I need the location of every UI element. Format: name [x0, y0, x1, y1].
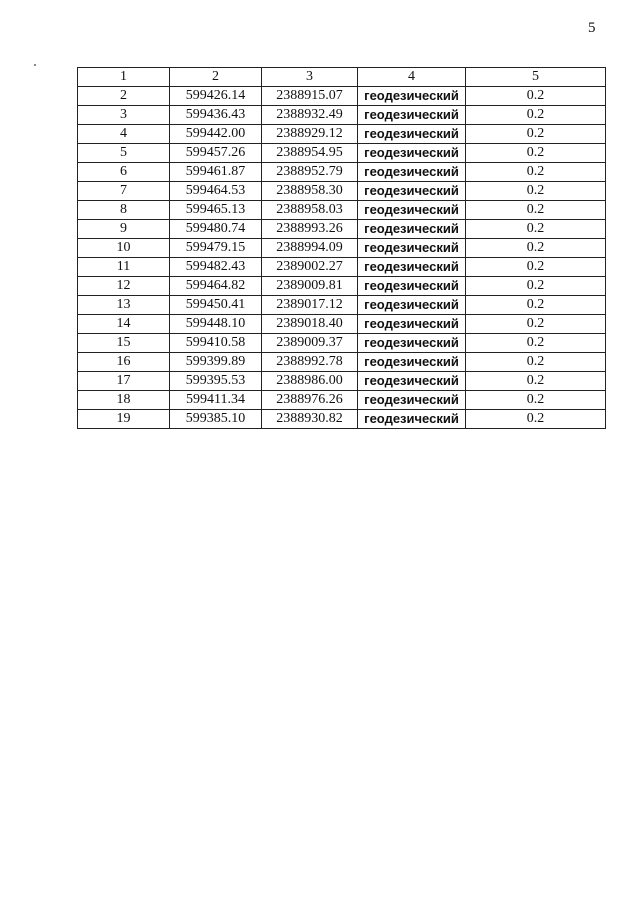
table-header-row: [78, 68, 606, 87]
accuracy-cell: 0.2: [466, 296, 606, 315]
point-number-cell: 19: [78, 410, 170, 429]
table-row: [78, 182, 606, 201]
x-coordinate-cell: 599410.58: [170, 334, 262, 353]
x-coordinate-cell: 599464.82: [170, 277, 262, 296]
x-coordinate-cell: 599395.53: [170, 372, 262, 391]
table-row: [78, 239, 606, 258]
table-row: [78, 125, 606, 144]
table-row: [78, 391, 606, 410]
column-header-1: 1: [78, 68, 170, 87]
table-row: [78, 372, 606, 391]
table-row: [78, 201, 606, 220]
x-coordinate-cell: 599411.34: [170, 391, 262, 410]
point-number-cell: 10: [78, 239, 170, 258]
accuracy-cell: 0.2: [466, 182, 606, 201]
point-number-cell: 12: [78, 277, 170, 296]
point-number-cell: 2: [78, 87, 170, 106]
y-coordinate-cell: 2388954.95: [262, 144, 358, 163]
method-cell: геодезический: [358, 201, 466, 220]
y-coordinate-cell: 2388929.12: [262, 125, 358, 144]
y-coordinate-cell: 2389009.37: [262, 334, 358, 353]
x-coordinate-cell: 599461.87: [170, 163, 262, 182]
x-coordinate-cell: 599479.15: [170, 239, 262, 258]
point-number-cell: 15: [78, 334, 170, 353]
x-coordinate-cell: 599442.00: [170, 125, 262, 144]
page-number: 5: [588, 20, 596, 36]
column-header-4: 4: [358, 68, 466, 87]
column-header-5: 5: [466, 68, 606, 87]
x-coordinate-cell: 599385.10: [170, 410, 262, 429]
method-cell: геодезический: [358, 410, 466, 429]
point-number-cell: 14: [78, 315, 170, 334]
x-coordinate-cell: 599436.43: [170, 106, 262, 125]
x-coordinate-cell: 599457.26: [170, 144, 262, 163]
accuracy-cell: 0.2: [466, 277, 606, 296]
accuracy-cell: 0.2: [466, 315, 606, 334]
y-coordinate-cell: 2389017.12: [262, 296, 358, 315]
y-coordinate-cell: 2388976.26: [262, 391, 358, 410]
x-coordinate-cell: 599450.41: [170, 296, 262, 315]
point-number-cell: 17: [78, 372, 170, 391]
method-cell: геодезический: [358, 334, 466, 353]
method-cell: геодезический: [358, 391, 466, 410]
accuracy-cell: 0.2: [466, 239, 606, 258]
point-number-cell: 9: [78, 220, 170, 239]
table-row: [78, 163, 606, 182]
table-row: [78, 106, 606, 125]
point-number-cell: 11: [78, 258, 170, 277]
point-number-cell: 13: [78, 296, 170, 315]
y-coordinate-cell: 2388986.00: [262, 372, 358, 391]
accuracy-cell: 0.2: [466, 353, 606, 372]
table-row: [78, 258, 606, 277]
table-row: [78, 410, 606, 429]
x-coordinate-cell: 599448.10: [170, 315, 262, 334]
table-row: [78, 87, 606, 106]
point-number-cell: 6: [78, 163, 170, 182]
y-coordinate-cell: 2389009.81: [262, 277, 358, 296]
table-row: [78, 220, 606, 239]
y-coordinate-cell: 2388994.09: [262, 239, 358, 258]
accuracy-cell: 0.2: [466, 201, 606, 220]
method-cell: геодезический: [358, 106, 466, 125]
method-cell: геодезический: [358, 163, 466, 182]
x-coordinate-cell: 599482.43: [170, 258, 262, 277]
x-coordinate-cell: 599464.53: [170, 182, 262, 201]
point-number-cell: 8: [78, 201, 170, 220]
accuracy-cell: 0.2: [466, 220, 606, 239]
y-coordinate-cell: 2388958.03: [262, 201, 358, 220]
accuracy-cell: 0.2: [466, 125, 606, 144]
table-row: [78, 277, 606, 296]
accuracy-cell: 0.2: [466, 372, 606, 391]
accuracy-cell: 0.2: [466, 410, 606, 429]
method-cell: геодезический: [358, 144, 466, 163]
method-cell: геодезический: [358, 258, 466, 277]
y-coordinate-cell: 2388993.26: [262, 220, 358, 239]
y-coordinate-cell: 2389002.27: [262, 258, 358, 277]
coordinates-table: [77, 67, 606, 429]
point-number-cell: 7: [78, 182, 170, 201]
method-cell: геодезический: [358, 182, 466, 201]
y-coordinate-cell: 2388915.07: [262, 87, 358, 106]
x-coordinate-cell: 599426.14: [170, 87, 262, 106]
table-row: [78, 296, 606, 315]
table-row: [78, 315, 606, 334]
accuracy-cell: 0.2: [466, 106, 606, 125]
accuracy-cell: 0.2: [466, 87, 606, 106]
x-coordinate-cell: 599480.74: [170, 220, 262, 239]
accuracy-cell: 0.2: [466, 391, 606, 410]
point-number-cell: 3: [78, 106, 170, 125]
x-coordinate-cell: 599399.89: [170, 353, 262, 372]
accuracy-cell: 0.2: [466, 258, 606, 277]
y-coordinate-cell: 2388958.30: [262, 182, 358, 201]
point-number-cell: 16: [78, 353, 170, 372]
scan-speck: [34, 64, 36, 66]
method-cell: геодезический: [358, 87, 466, 106]
y-coordinate-cell: 2388992.78: [262, 353, 358, 372]
table-row: [78, 334, 606, 353]
accuracy-cell: 0.2: [466, 334, 606, 353]
table-row: [78, 144, 606, 163]
column-header-3: 3: [262, 68, 358, 87]
point-number-cell: 5: [78, 144, 170, 163]
method-cell: геодезический: [358, 239, 466, 258]
method-cell: геодезический: [358, 277, 466, 296]
method-cell: геодезический: [358, 296, 466, 315]
accuracy-cell: 0.2: [466, 144, 606, 163]
column-header-2: 2: [170, 68, 262, 87]
method-cell: геодезический: [358, 372, 466, 391]
method-cell: геодезический: [358, 220, 466, 239]
y-coordinate-cell: 2388932.49: [262, 106, 358, 125]
accuracy-cell: 0.2: [466, 163, 606, 182]
point-number-cell: 18: [78, 391, 170, 410]
point-number-cell: 4: [78, 125, 170, 144]
table-body: [78, 87, 606, 429]
table-row: [78, 353, 606, 372]
method-cell: геодезический: [358, 125, 466, 144]
y-coordinate-cell: 2388952.79: [262, 163, 358, 182]
x-coordinate-cell: 599465.13: [170, 201, 262, 220]
y-coordinate-cell: 2389018.40: [262, 315, 358, 334]
method-cell: геодезический: [358, 353, 466, 372]
y-coordinate-cell: 2388930.82: [262, 410, 358, 429]
method-cell: геодезический: [358, 315, 466, 334]
